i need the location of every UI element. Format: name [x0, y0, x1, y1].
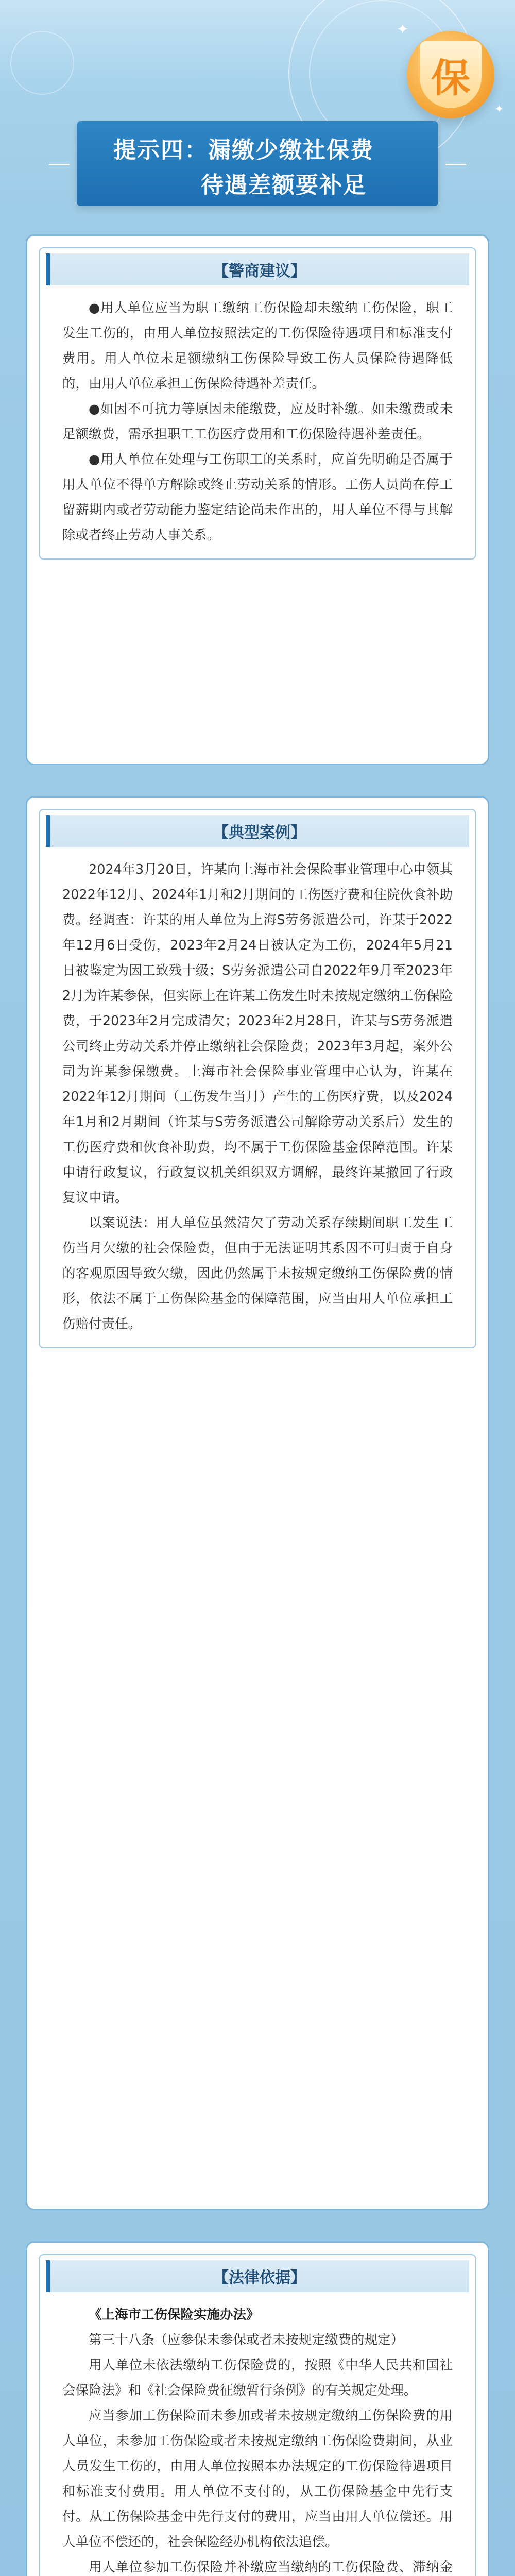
case-body: [40, 847, 475, 1347]
law-paragraph: 第三十八条（应参保未参保或者未按规定缴费的规定）: [89, 2332, 404, 2348]
badge-character: 保: [431, 55, 470, 101]
law-panel: [39, 2254, 476, 2576]
law-section: [26, 2241, 489, 2576]
decorative-ring: [10, 31, 74, 95]
sparkle-icon: ✦: [494, 103, 504, 116]
warning-body: [40, 285, 475, 558]
case-section: [26, 796, 489, 2210]
warning-panel: [39, 247, 476, 560]
law-paragraph: 用人单位未依法缴纳工伤保险费的，按照《中华人民共和国社会保险法》和《社会保险费征缴暂行条例》的有关规定处理。: [62, 2358, 453, 2398]
warning-paragraph: ●用人单位在处理与工伤职工的关系时，应首先明确是否属于用人单位不得单方解除或终止劳动关系的情形。工伤人员尚在停工留薪期内或者劳动能力鉴定结论尚未作出的，用人单位不得与其解除或者终止劳动人事关系。: [62, 452, 453, 543]
warning-section: [26, 234, 489, 765]
law-body: [40, 2292, 475, 2576]
case-paragraph: 以案说法：用人单位虽然清欠了劳动关系存续期间职工发生工伤当月欠缴的社会保险费，但由于无法证明其系因不可归责于自身的客观原因导致欠缴，因此仍然属于未按规定缴纳工伤保险费的情形，依法不属于工伤保险基金的保障范围，应当由用人单位承担工伤赔付责任。: [62, 1215, 453, 1332]
sparkle-icon: ✦: [397, 21, 409, 38]
law-title: 《上海市工伤保险实施办法》: [89, 2307, 260, 2323]
title-banner: [77, 121, 438, 206]
case-panel: [39, 809, 476, 1348]
law-paragraph: 应当参加工伤保险而未参加或者未按规定缴纳工伤保险费的用人单位，未参加工伤保险或者未按规定缴纳工伤保险费期间，从业人员发生工伤的，由用人单位按照本办法规定的工伤保险待遇项目和标准支付费用。用人单位不支付的，从工伤保险基金中先行支付。从工伤保险基金中先行支付的费用，应当由用人单位偿还。用人单位不偿还的，社会保险经办机构依法追偿。: [62, 2408, 453, 2550]
warning-paragraph: ●如因不可抗力等原因未能缴费，应及时补缴。如未缴费或未足额缴费，需承担职工工伤医疗费用和工伤保险待遇补差责任。: [62, 401, 453, 442]
title-line-1: 提示四：漏缴少缴社保费: [113, 137, 374, 163]
case-paragraph: 2024年3月20日，许某向上海市社会保险事业管理中心申领其2022年12月、2024年1月和2月期间的工伤医疗费和住院伙食补助费。经调查：许某的用人单位为上海S劳务派遣公司，许某于2022年12月6日受伤，2023年2月24日被认定为工伤，2024年5月21日被鉴定为因工致残十级；S劳务派遣公司自2022年9月至2023年2月为许某参保，但实际上在许某工伤发生时未按规定缴纳工伤保险费，于2023年2月完成清欠；2023年2月28日，许某与S劳务派遣公司终止劳动关系并停止缴纳社会保险费；2023年3月起，案外公司为许某参保缴费。上海市社会保险事业管理中心认为，许某在2022年12月期间（工伤发生当月）产生的工伤医疗费，以及2024年1月和2月期间（许某与S劳务派遣公司解除劳动关系后）发生的工伤医疗费和伙食补助费，均不属于工伤保险基金保障范围。许某申请行政复议，行政复议机关组织双方调解，最终许某撤回了行政复议申请。: [62, 862, 453, 1206]
shield-icon: [420, 41, 482, 108]
title-line-2: 待遇差额要补足: [201, 172, 367, 198]
case-heading: 【典型案例】: [46, 815, 469, 847]
insurance-badge-icon: [407, 31, 494, 118]
law-paragraph: 用人单位参加工伤保险并补缴应当缴纳的工伤保险费、滞纳金: [89, 2560, 453, 2575]
warning-paragraph: ●用人单位应当为职工缴纳工伤保险却未缴纳工伤保险，职工发生工伤的，由用人单位按照法定的工伤保险待遇项目和标准支付费用。用人单位未足额缴纳工伤保险导致工伤人员保险待遇降低的，由用人单位承担工伤保险待遇补差责任。: [62, 300, 453, 392]
warning-heading: 【警商建议】: [46, 253, 469, 285]
law-heading: 【法律依据】: [46, 2260, 469, 2292]
header-banner: [0, 0, 515, 222]
